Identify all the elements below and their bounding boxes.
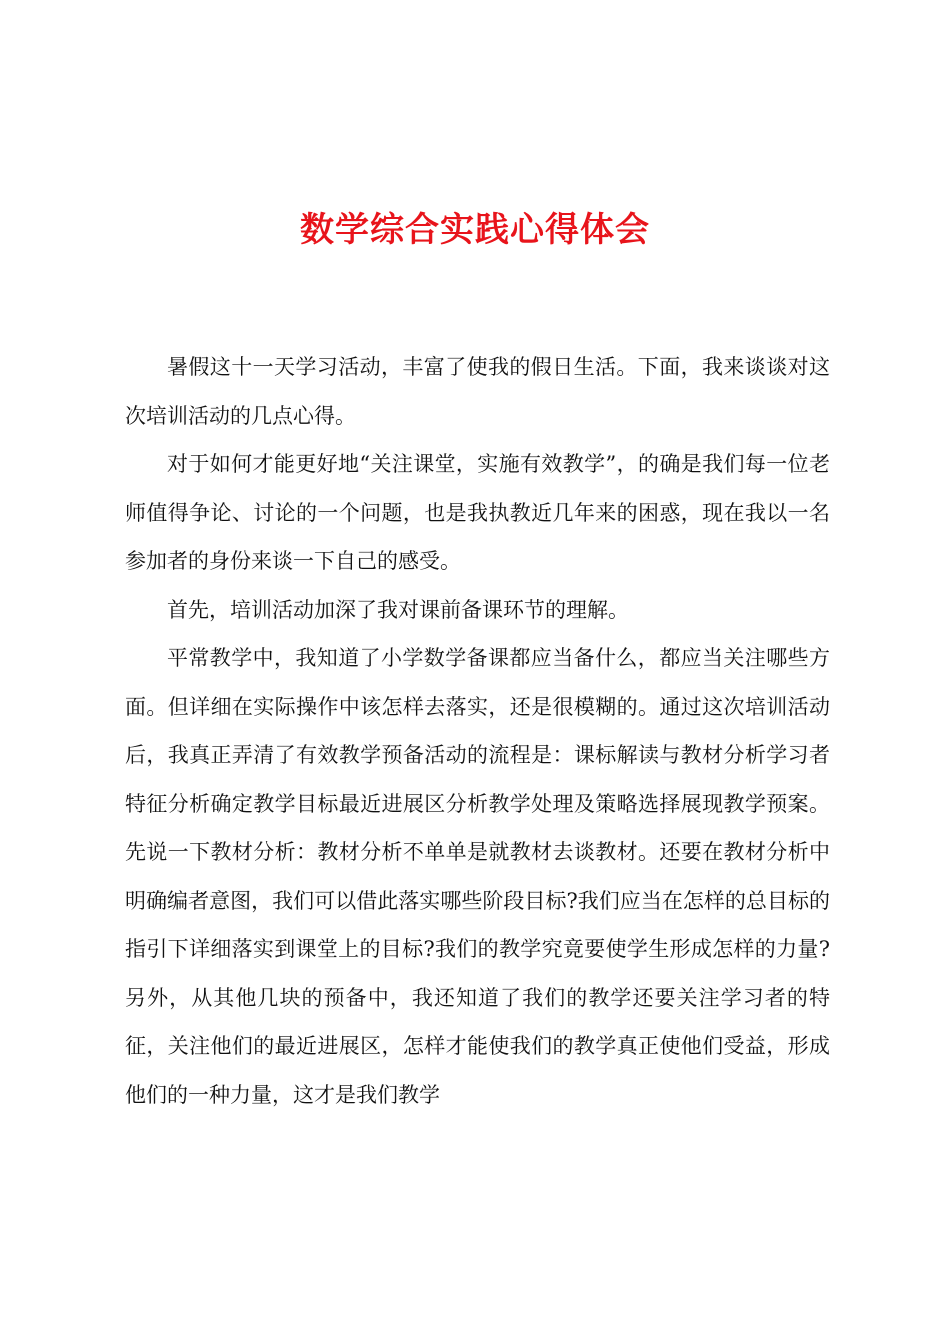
document-body <box>125 343 830 1119</box>
paragraph-4: 平常教学中，我知道了小学数学备课都应当备什么，都应当关注哪些方面。但详细在实际操作中该怎样去落实，还是很模糊的。通过这次培训活动后，我真正弄清了有效教学预备活动的流程是：课标解读与教材分析学习者特征分析确定教学目标最近进展区分析教学处理及策略选择展现教学预案。先说一下教材分析：教材分析不单单是就教材去谈教材。还要在教材分析中明确编者意图，我们可以借此落实哪些阶段目标?我们应当在怎样的总目标的指引下详细落实到课堂上的目标?我们的教学究竟要使学生形成怎样的力量?另外，从其他几块的预备中，我还知道了我们的教学还要关注学习者的特征，关注他们的最近进展区，怎样才能使我们的教学真正使他们受益，形成他们的一种力量，这才是我们教学 <box>125 646 830 1107</box>
document-title: 数学综合实践心得体会 <box>300 210 650 250</box>
paragraph-2: 对于如何才能更好地“关注课堂，实施有效教学”，的确是我们每一位老师值得争论、讨论的一个问题，也是我执教近几年来的困惑，现在我以一名参加者的身份来谈一下自己的感受。 <box>125 452 830 573</box>
paragraph-1: 暑假这十一天学习活动，丰富了使我的假日生活。下面，我来谈谈对这次培训活动的几点心得。 <box>125 355 830 428</box>
paragraph-3: 首先，培训活动加深了我对课前备课环节的理解。 <box>167 597 629 622</box>
